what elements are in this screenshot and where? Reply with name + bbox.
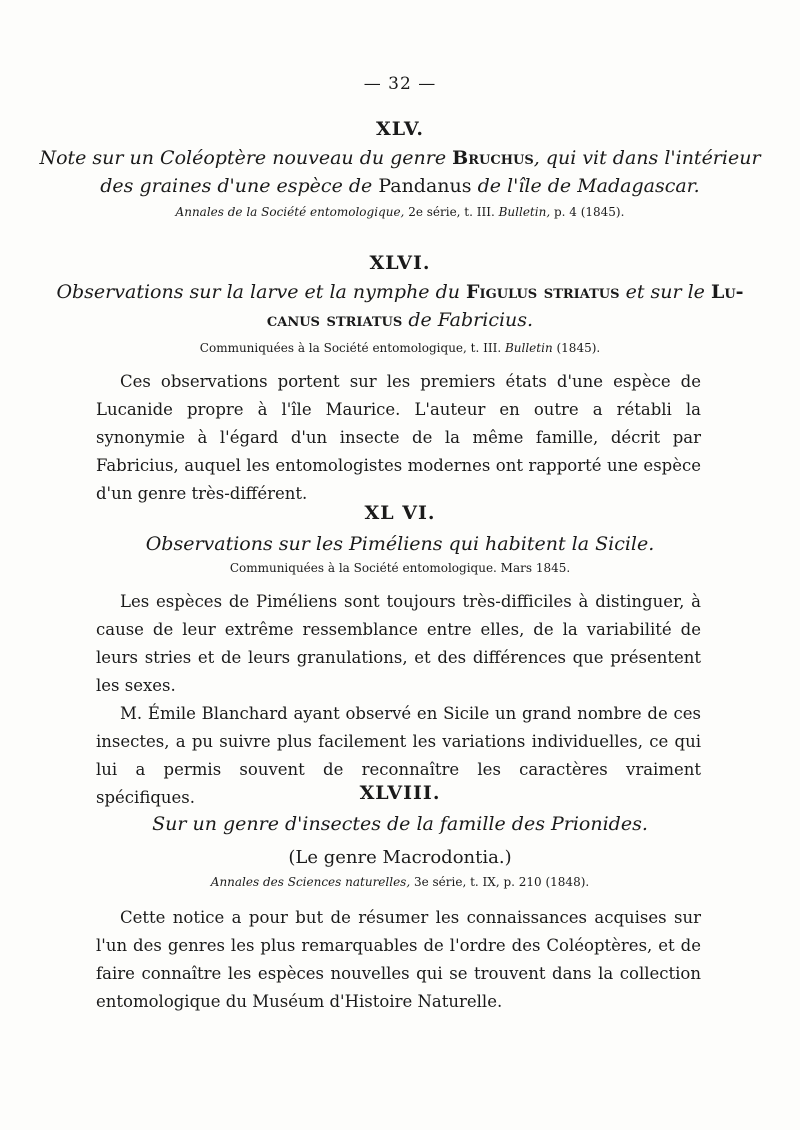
paragraph: Les espèces de Piméliens sont toujours très-difficiles à distinguer, à cause de leur extrême ressemblance entre elles, de la variabilité de leurs stries et de leurs granulations, et des différences que présentent les sexes. [96, 592, 701, 695]
section-title: Observations sur la larve et la nymphe du Figulus striatus et sur le Lu- canus striatus de Fabricius. [56, 281, 744, 331]
section-subtitle: (Le genre Macrodontia.) [288, 847, 512, 868]
source-citation: Communiquées à la Société entomologique, t. III. Bulletin (1845). [199, 341, 601, 355]
section-body [96, 368, 701, 508]
paragraph: M. Émile Blanchard ayant observé en Sicile un grand nombre de ces insectes, a pu suivre plus facilement les variations individuelles, ce qui lui a permis souvent de reconnaître les caractères vraiment spécifiques. [96, 704, 701, 807]
page-number: — 32 — [363, 74, 437, 94]
source-citation: Annales des Sciences naturelles, 3e série, t. IX, p. 210 (1848). [210, 875, 590, 889]
section-title: Sur un genre d'insectes de la famille des Prionides. [152, 813, 648, 835]
section-47 [0, 502, 800, 812]
paragraph: Cette notice a pour but de résumer les connaissances acquises sur l'un des genres les plus remarquables de l'ordre des Coléoptères, et de faire connaître les espèces nouvelles qui se trouvent dans la collection entomologique du Muséum d'Histoire Naturelle. [96, 908, 701, 1011]
source-citation: Communiquées à la Société entomologique. Mars 1845. [229, 561, 571, 575]
paragraph: Ces observations portent sur les premiers états d'une espèce de Lucanide propre à l'île Maurice. L'auteur en outre a rétabli la synonymie à l'égard d'un insecte de la même famille, décrit par Fabricius, auquel les entomologistes modernes ont rapporté une espèce d'un genre très-différent. [96, 372, 701, 503]
section-body [96, 904, 701, 1016]
section-45 [0, 118, 800, 222]
section-title: Note sur un Coléoptère nouveau du genre Bruchus, qui vit dans l'intérieur des graines d'une espèce de Pandanus de l'île de Madagascar. [39, 147, 761, 197]
section-48 [0, 782, 800, 1016]
section-number: XLV. [376, 118, 424, 140]
section-body [96, 588, 701, 812]
section-number: XLVIII. [359, 782, 441, 804]
section-number: XLVI. [369, 252, 431, 274]
section-number: XL VI. [364, 502, 436, 524]
section-46 [0, 252, 800, 508]
section-title: Observations sur les Piméliens qui habitent la Sicile. [145, 533, 655, 555]
source-citation: Annales de la Société entomologique, 2e série, t. III. Bulletin, p. 4 (1845). [175, 205, 625, 219]
